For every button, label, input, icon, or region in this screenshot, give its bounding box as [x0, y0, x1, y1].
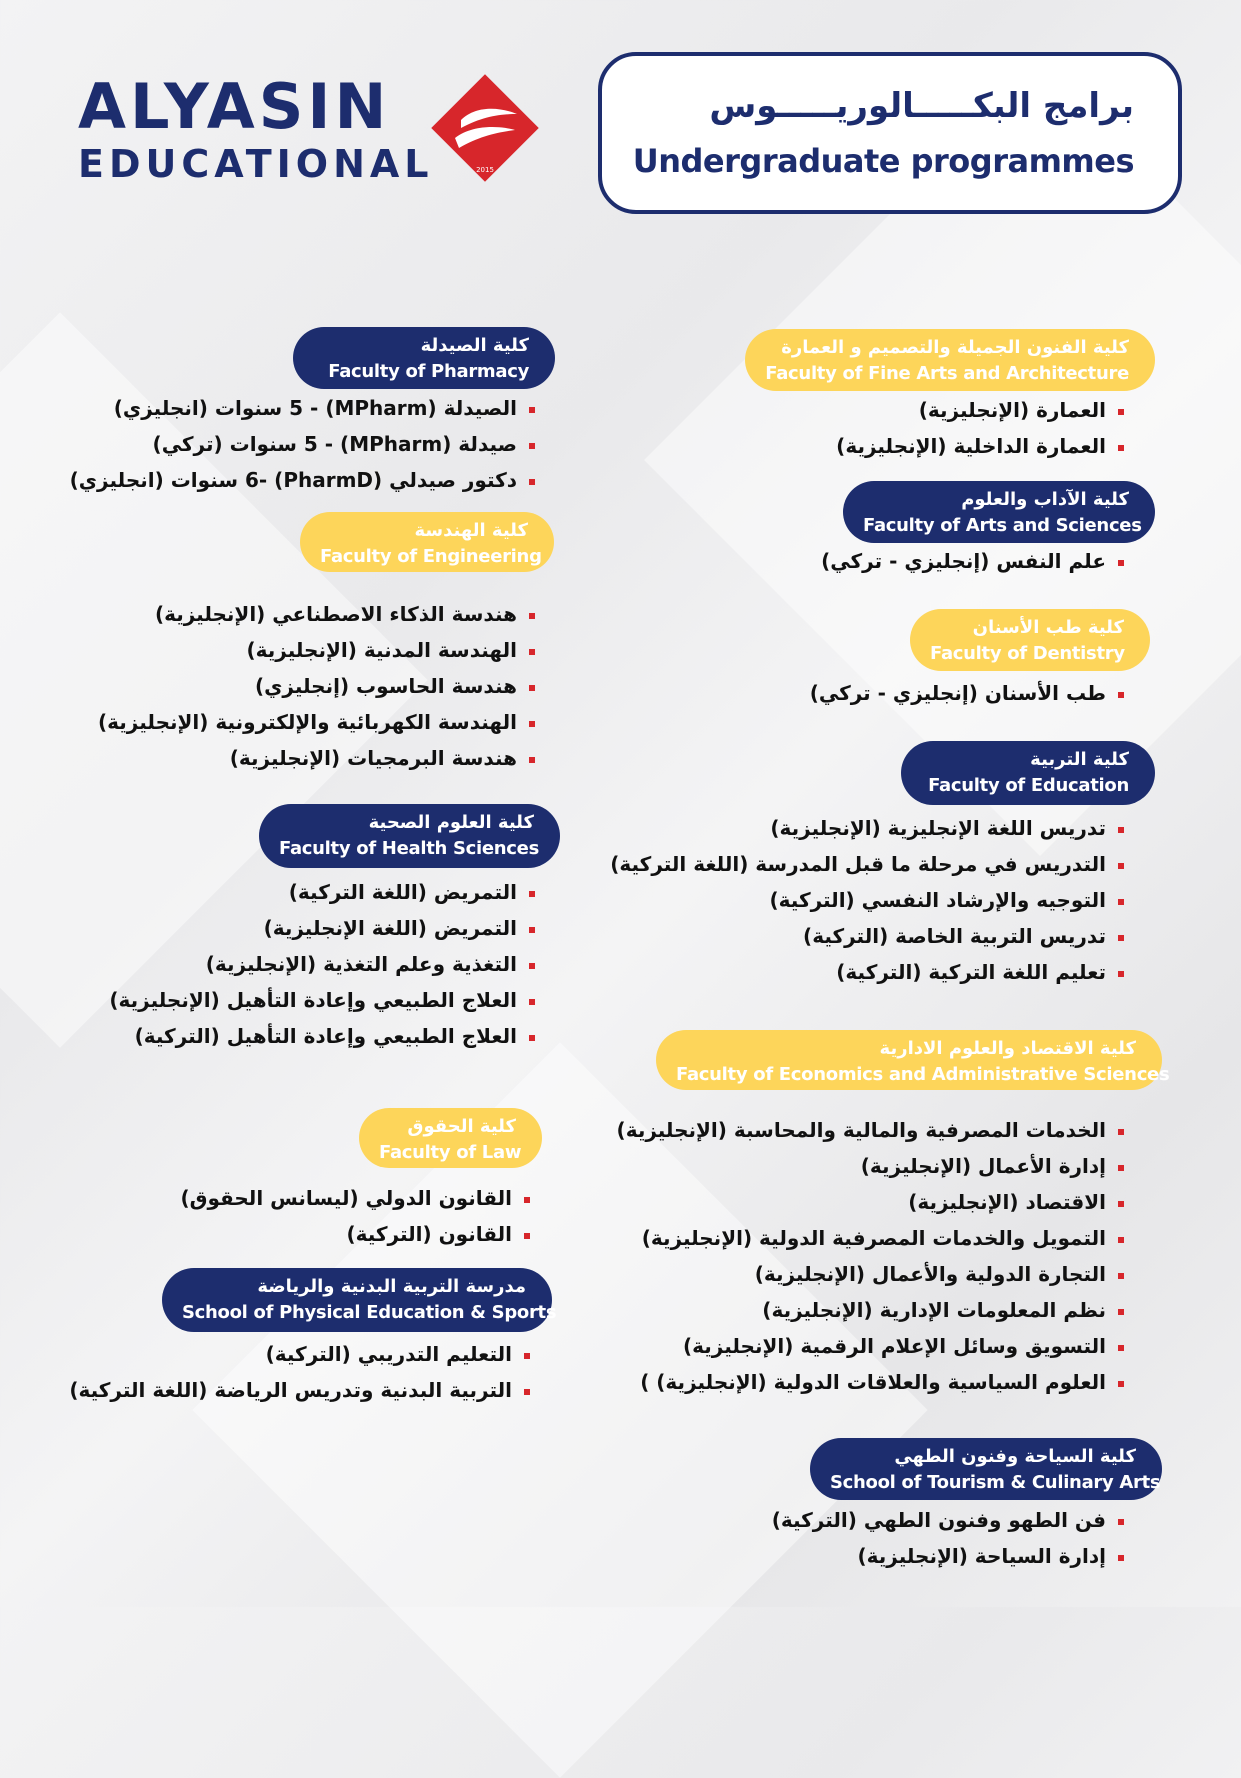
- faculty-heading-dentistry: [910, 609, 1150, 671]
- faculty-heading-en: Faculty of Dentistry: [930, 643, 1125, 664]
- faculty-heading-fine-arts: [745, 329, 1155, 391]
- list-item: الخدمات المصرفية والمالية والمحاسبة (الإنجليزية): [617, 1112, 1124, 1148]
- faculty-heading-en: School of Tourism & Culinary Arts: [830, 1472, 1161, 1493]
- faculty-heading-ar: كلية التربية: [1030, 749, 1129, 770]
- program-list-tourism: [772, 1502, 1124, 1574]
- list-item: الاقتصاد (الإنجليزية): [617, 1184, 1124, 1220]
- list-item: هندسة الحاسوب (إنجليزي): [98, 668, 535, 704]
- faculty-heading-ar: كلية العلوم الصحية: [368, 812, 534, 833]
- faculty-heading-en: Faculty of Engineering: [320, 546, 542, 567]
- list-item: التمريض (اللغة التركية): [109, 874, 535, 910]
- list-item: التغذية وعلم التغذية (الإنجليزية): [109, 946, 535, 982]
- list-item: التدريس في مرحلة ما قبل المدرسة (اللغة التركية): [610, 846, 1124, 882]
- faculty-heading-engineering: [300, 512, 554, 572]
- list-item: صيدلة (MPharm) - 5 سنوات (تركي): [70, 426, 535, 462]
- program-list-engineering: [98, 596, 535, 776]
- program-list-dentistry: [810, 675, 1124, 711]
- emblem-icon: [425, 68, 545, 188]
- list-item: القانون الدولي (ليسانس الحقوق): [180, 1180, 530, 1216]
- list-item: التمريض (اللغة الإنجليزية): [109, 910, 535, 946]
- faculty-heading-ar: كلية الحقوق: [407, 1116, 516, 1137]
- program-list-law: [180, 1180, 530, 1252]
- list-item: تعليم اللغة التركية (التركية): [610, 954, 1124, 990]
- list-item: تدريس اللغة الإنجليزية (الإنجليزية): [610, 810, 1124, 846]
- faculty-heading-en: Faculty of Education: [928, 775, 1129, 796]
- page-title-arabic: برامج البكـــــالوريـــــوس: [709, 86, 1134, 126]
- list-item: العمارة الداخلية (الإنجليزية): [836, 428, 1124, 464]
- list-item: دكتور صيدلي (PharmD) -6 سنوات (انجليزي): [70, 462, 535, 498]
- faculty-heading-en: School of Physical Education & Sports: [182, 1302, 557, 1323]
- faculty-heading-sports: [162, 1268, 557, 1332]
- faculty-heading-ar: كلية الفنون الجميلة والتصميم و العمارة: [781, 337, 1129, 358]
- list-item: تدريس التربية الخاصة (التركية): [610, 918, 1124, 954]
- faculty-heading-ar: مدرسة التربية البدنية والرياضة: [257, 1276, 526, 1297]
- list-item: إدارة الأعمال (الإنجليزية): [617, 1148, 1124, 1184]
- faculty-heading-en: Faculty of Law: [379, 1142, 522, 1163]
- list-item: العلاج الطبيعي وإعادة التأهيل (الإنجليزية): [109, 982, 535, 1018]
- list-item: الهندسة المدنية (الإنجليزية): [98, 632, 535, 668]
- list-item: فن الطهو وفنون الطهي (التركية): [772, 1502, 1124, 1538]
- program-list-economics: [617, 1112, 1124, 1400]
- program-list-sports: [69, 1336, 530, 1408]
- list-item: الهندسة الكهربائية والإلكترونية (الإنجليزية): [98, 704, 535, 740]
- program-list-health: [109, 874, 535, 1054]
- list-item: التمويل والخدمات المصرفية الدولية (الإنجليزية): [617, 1220, 1124, 1256]
- faculty-heading-ar: كلية الصيدلة: [420, 335, 529, 356]
- list-item: طب الأسنان (إنجليزي - تركي): [810, 675, 1124, 711]
- list-item: الصيدلة (MPharm) - 5 سنوات (انجليزي): [70, 390, 535, 426]
- program-list-fine-arts: [836, 392, 1124, 464]
- faculty-heading-economics: [656, 1030, 1170, 1090]
- faculty-heading-tourism: [810, 1438, 1162, 1500]
- list-item: نظم المعلومات الإدارية (الإنجليزية): [617, 1292, 1124, 1328]
- list-item: التربية البدنية وتدريس الرياضة (اللغة التركية): [69, 1372, 530, 1408]
- program-list-arts-sciences: [821, 543, 1124, 579]
- faculty-heading-health: [259, 804, 560, 868]
- page-title-english: Undergraduate programmes: [632, 142, 1134, 180]
- list-item: هندسة الذكاء الاصطناعي (الإنجليزية): [98, 596, 535, 632]
- brand-subtitle: EDUCATIONAL: [78, 142, 434, 186]
- list-item: التوجيه والإرشاد النفسي (التركية): [610, 882, 1124, 918]
- list-item: القانون (التركية): [180, 1216, 530, 1252]
- faculty-heading-law: [359, 1108, 542, 1168]
- list-item: العلاج الطبيعي وإعادة التأهيل (التركية): [109, 1018, 535, 1054]
- faculty-heading-en: Faculty of Pharmacy: [328, 361, 529, 382]
- faculty-heading-education: [901, 741, 1155, 805]
- brand-name: ALYASIN: [78, 70, 391, 143]
- list-item: هندسة البرمجيات (الإنجليزية): [98, 740, 535, 776]
- faculty-heading-ar: كلية الاقتصاد والعلوم الادارية: [879, 1038, 1136, 1059]
- program-list-pharmacy: [70, 390, 535, 498]
- list-item: إدارة السياحة (الإنجليزية): [772, 1538, 1124, 1574]
- emblem-year: 2015: [476, 166, 494, 174]
- faculty-heading-arts-sciences: [843, 481, 1155, 543]
- list-item: علم النفس (إنجليزي - تركي): [821, 543, 1124, 579]
- list-item: التسويق وسائل الإعلام الرقمية (الإنجليزية): [617, 1328, 1124, 1364]
- list-item: التعليم التدريبي (التركية): [69, 1336, 530, 1372]
- title-box: [598, 52, 1182, 214]
- list-item: التجارة الدولية والأعمال (الإنجليزية): [617, 1256, 1124, 1292]
- list-item: العلوم السياسية والعلاقات الدولية (الإنجليزية) ): [617, 1364, 1124, 1400]
- faculty-heading-ar: كلية الهندسة: [414, 520, 528, 541]
- faculty-heading-en: Faculty of Arts and Sciences: [863, 515, 1142, 536]
- faculty-heading-ar: كلية الآداب والعلوم: [961, 489, 1129, 510]
- faculty-heading-en: Faculty of Fine Arts and Architecture: [765, 363, 1129, 384]
- faculty-heading-en: Faculty of Economics and Administrative Sciences: [676, 1064, 1170, 1085]
- list-item: العمارة (الإنجليزية): [836, 392, 1124, 428]
- faculty-heading-en: Faculty of Health Sciences: [279, 838, 540, 859]
- faculty-heading-ar: كلية طب الأسنان: [972, 617, 1124, 638]
- program-list-education: [610, 810, 1124, 990]
- faculty-heading-pharmacy: [293, 327, 555, 389]
- faculty-heading-ar: كلية السياحة وفنون الطهي: [894, 1446, 1136, 1467]
